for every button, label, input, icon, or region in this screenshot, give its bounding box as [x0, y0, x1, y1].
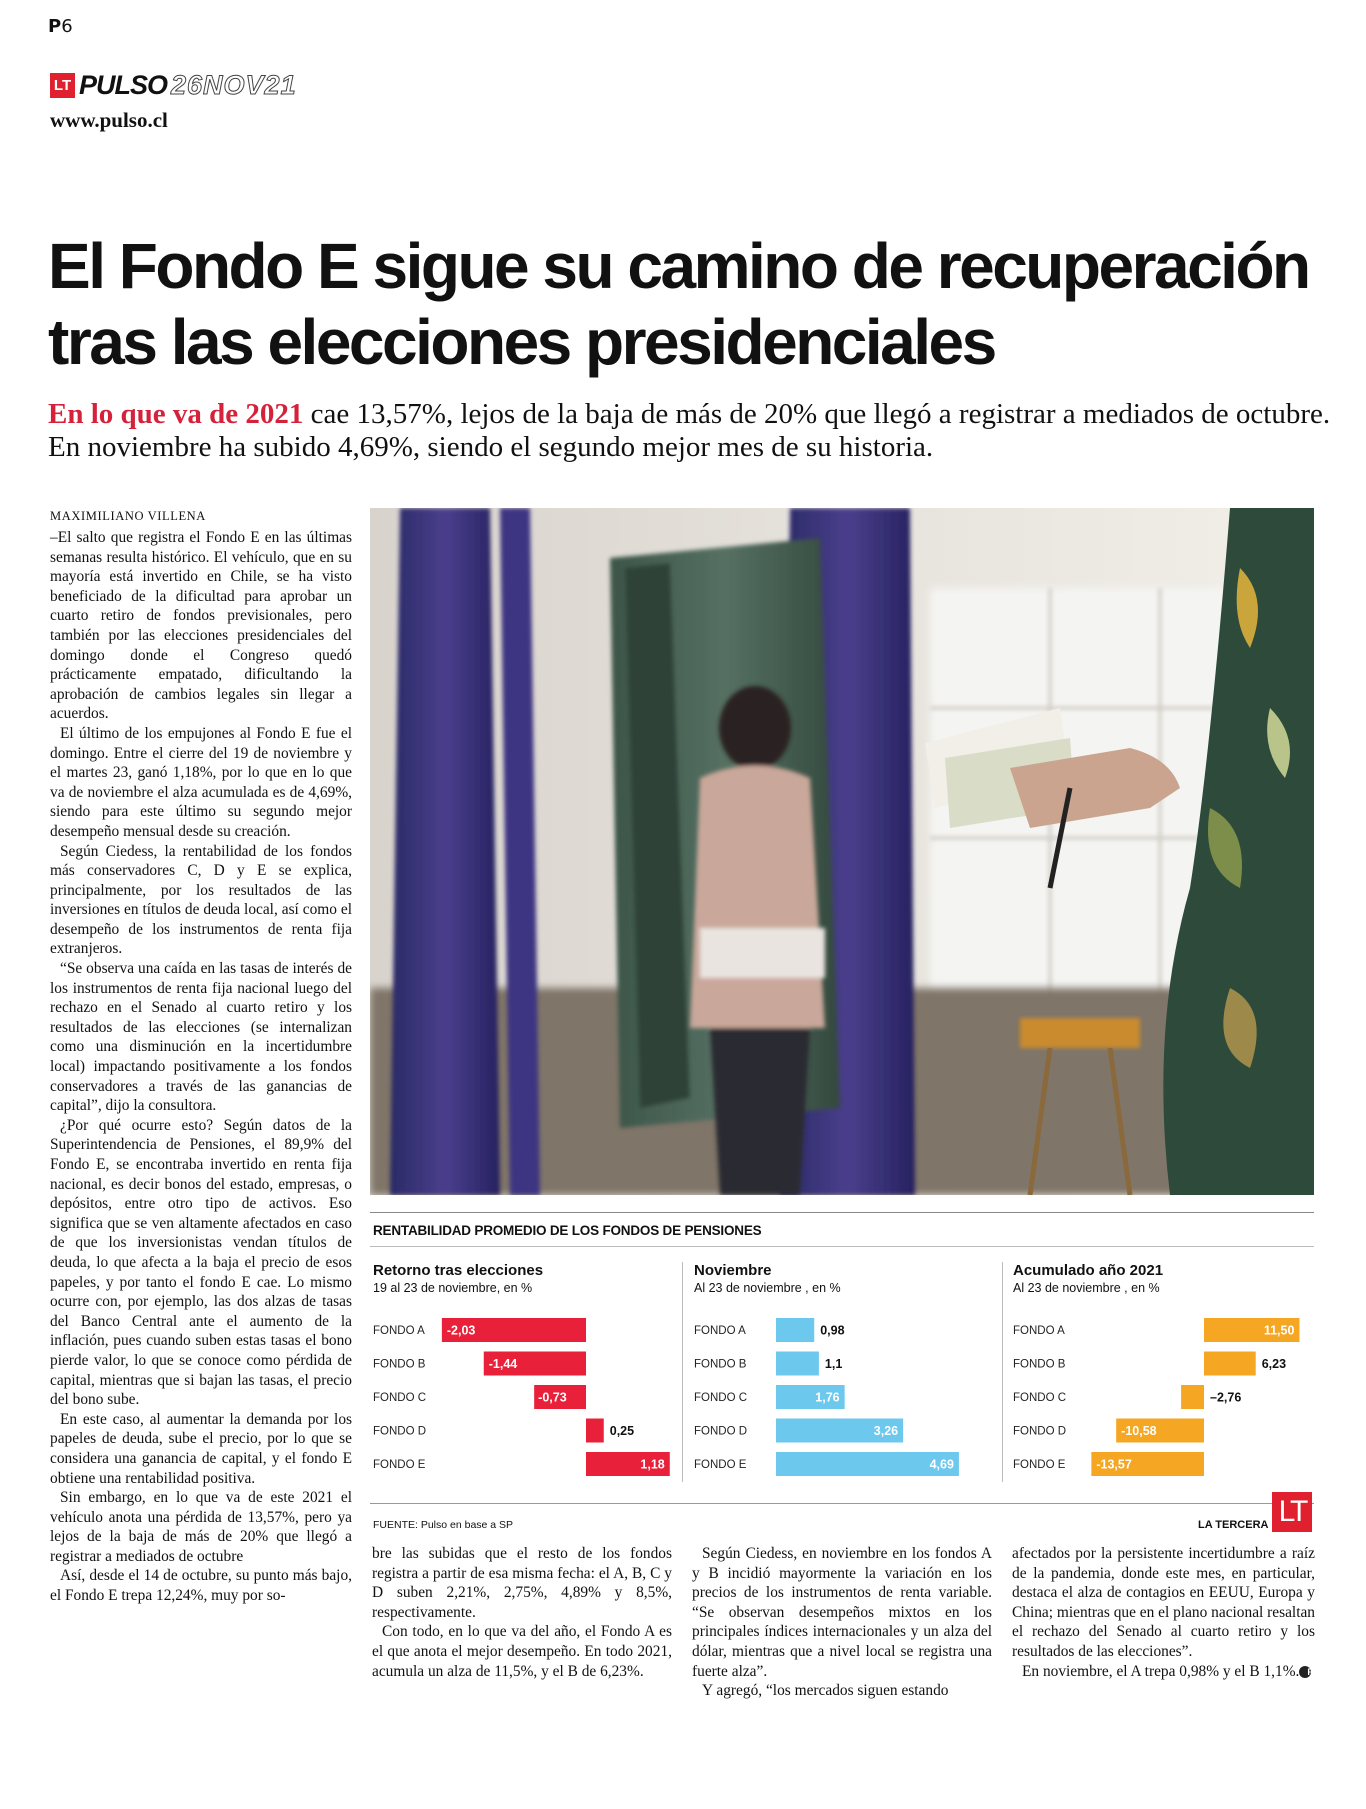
- body-column-2: [372, 1544, 672, 1681]
- deck-lead: En lo que va de 2021: [48, 398, 304, 430]
- category-label: FONDO E: [694, 1459, 747, 1471]
- chart-title: RENTABILIDAD PROMEDIO DE LOS FONDOS DE PENSIONES: [373, 1223, 762, 1238]
- la-tercera-logo: LT: [1272, 1492, 1312, 1532]
- category-label: FONDO D: [373, 1425, 427, 1438]
- body-column-4: [1012, 1544, 1315, 1681]
- paragraph: Así, desde el 14 de octubre, su punto más bajo, el Fondo E trepa 12,24%, muy por so-: [50, 1567, 352, 1605]
- bar: [776, 1352, 819, 1376]
- category-label: FONDO A: [1013, 1325, 1065, 1337]
- category-label: FONDO D: [1013, 1425, 1067, 1438]
- category-label: FONDO B: [373, 1358, 426, 1371]
- paragraph: El último de los empujones al Fondo E fue el domingo. Entre el cierre del 19 de noviembre y el martes 23, ganó 1,18%, por lo que en lo que va de noviembre el alza acumulada es de 4,69%, siendo para este último su segundo mejor desempeño mensual desde su creación.: [50, 724, 352, 840]
- page-number: P6: [48, 16, 73, 37]
- data-label: 1,18: [640, 1457, 665, 1472]
- voting-booth-photo: [370, 508, 1314, 1195]
- paragraph: Y agregó, “los mercados siguen estando: [702, 1682, 949, 1700]
- paragraph: Con todo, en lo que va del año, el Fondo A es el que anota el mejor desempeño. En todo 2021, acumula un alza de 11,5%, y el B de 6,23%.: [372, 1623, 672, 1680]
- body-column-1: [50, 528, 352, 1606]
- panel-title: Noviembre: [694, 1262, 772, 1279]
- paragraph: Según Ciedess, en noviembre en los fondos A y B incidió mayormente la variación en los precios de los instrumentos de renta variable. “Se observan desempeños mixtos en los principales índices internacionales y un alza del dólar, mientras que a nivel local se registra una fuerte alza”.: [692, 1545, 992, 1680]
- category-label: FONDO B: [1013, 1358, 1066, 1371]
- category-label: FONDO E: [1013, 1459, 1066, 1471]
- paragraph: Según Ciedess, la rentabilidad de los fondos más conservadores C, D y E se explica, principalmente, por los resultados de las inversiones en títulos de deuda local, así como el desempeño de los instrumentos de renta fija extranjeros.: [50, 842, 352, 958]
- category-label: FONDO B: [694, 1358, 747, 1371]
- data-label: -2,03: [446, 1323, 476, 1338]
- chart-bottom-rule: [370, 1503, 1314, 1504]
- paragraph: En noviembre, el A trepa 0,98% y el B 1,1%. P: [1022, 1662, 1314, 1680]
- paragraph: –El salto que registra el Fondo E en las últimas semanas resulta histórico. El vehículo, que en su mayoría está invertido en Chile, se ha visto beneficiado de la dificultad para aprobar un cuarto retiro de fondos previsionales, pero también por las elecciones presidenciales del domingo donde el Congreso quedó prácticamente empatado, dificultando la aprobación de cambios legales sin llegar a acuerdos.: [50, 529, 352, 723]
- data-label: -0,73: [538, 1390, 567, 1405]
- edition-date: 26NOV21: [171, 70, 297, 100]
- bar: [1204, 1352, 1256, 1376]
- chart-top-rule: [370, 1212, 1314, 1213]
- data-label: 1,76: [815, 1390, 840, 1405]
- la-tercera-logo: LT: [50, 73, 75, 98]
- deck: [48, 398, 1338, 464]
- category-label: FONDO D: [694, 1425, 748, 1438]
- data-label: 4,69: [929, 1457, 954, 1472]
- data-label: -10,58: [1121, 1424, 1157, 1438]
- brand-name: PULSO: [79, 70, 168, 100]
- category-label: FONDO A: [373, 1325, 425, 1337]
- panel-title: Acumulado año 2021: [1013, 1262, 1164, 1279]
- body-column-3: [692, 1544, 992, 1701]
- category-label: FONDO C: [694, 1392, 748, 1404]
- panel-title: Retorno tras elecciones: [373, 1262, 544, 1279]
- data-label: 11,50: [1263, 1323, 1295, 1338]
- bar: [776, 1318, 814, 1342]
- data-label: –2,76: [1210, 1390, 1242, 1405]
- data-label: -13,57: [1096, 1457, 1132, 1472]
- data-label: -1,44: [488, 1357, 518, 1371]
- headline: El Fondo E sigue su camino de recuperación tras las elecciones presidenciales: [48, 230, 1309, 378]
- panel-subtitle: Al 23 de noviembre , en %: [1013, 1281, 1160, 1295]
- category-label: FONDO E: [373, 1459, 426, 1471]
- paragraph: En este caso, al aumentar la demanda por los papeles de deuda, sube el precio, por lo que se considera una ganancia de capital, y el fondo E obtiene una rentabilidad positiva.: [50, 1410, 352, 1487]
- photo-illustration: [370, 508, 1314, 1195]
- panel-subtitle: Al 23 de noviembre , en %: [694, 1281, 841, 1295]
- data-label: 0,25: [609, 1424, 635, 1438]
- data-label: 0,98: [820, 1323, 845, 1338]
- data-label: 6,23: [1261, 1357, 1287, 1371]
- paragraph: ¿Por qué ocurre esto? Según datos de la Superintendencia de Pensiones, el 89,9% del Fondo E, se encontraba invertido en renta fija nacional, es decir bonos del estado, empresas, o depósitos, entre otro tipo de activos. Eso significa que se ven altamente afectados en caso de que los inversionistas vendan títulos de deuda, lo que afecta a la baja el precio de esos papeles, y por tanto el fondo E cae. Lo mismo ocurre con, por ejemplo, las dos alzas de tasas del Banco Central ante el aumento de la inflación, pues cuando suben estas tasas el bono pierde valor, lo que se conoce como pérdida de capital, mientras que si bajan las tasas, el precio del bono sube.: [50, 1116, 352, 1409]
- end-mark-icon: P: [1299, 1666, 1311, 1678]
- data-label: 3,26: [873, 1424, 899, 1438]
- chart-source: FUENTE: Pulso en base a SP: [373, 1519, 514, 1531]
- chart-credit: LA TERCERA: [1198, 1519, 1269, 1531]
- bar: [1181, 1385, 1204, 1409]
- paragraph: “Se observa una caída en las tasas de interés de los instrumentos de renta fija nacional luego del rechazo en el Senado al cuarto retiro y los resultados de las elecciones (se internalizan como una disminución en la incertidumbre local) impactando positivamente a los fondos conservadores a través de las ganancias de capital”, dijo la consultora.: [50, 960, 352, 1115]
- masthead: [50, 70, 297, 101]
- category-label: FONDO A: [694, 1325, 746, 1337]
- chart-title-rule: [370, 1246, 1314, 1247]
- category-label: FONDO C: [1013, 1392, 1067, 1404]
- paragraph: bre las subidas que el resto de los fondos registra a partir de esa misma fecha: el A, B, C y D suben 2,21%, 2,75%, 4,89% y 8,5%, respectivamente.: [372, 1545, 672, 1621]
- website-url[interactable]: www.pulso.cl: [50, 108, 168, 132]
- byline: MAXIMILIANO VILLENA: [50, 509, 206, 523]
- deck-text: cae 13,57%, lejos de la baja de más de 20% que llegó a registrar a mediados de octubre. En noviembre ha subido 4,69%, siendo el segundo mejor mes de su historia.: [48, 398, 1331, 463]
- paragraph: Sin embargo, en lo que va de este 2021 el vehículo anota una pérdida de 13,57%, pero ya lejos de la baja de más de 20% que llegó a registrar a mediados de octubre: [50, 1489, 352, 1565]
- paragraph: afectados por la persistente incertidumbre a raíz de la pandemia, donde este mes, en particular, destaca el alza de contagios en EEUU, Europa y China; mientras que en el plano nacional resaltan el rechazo del Senado al cuarto retiro y los resultados de las elecciones”.: [1012, 1545, 1316, 1660]
- data-label: 1,1: [824, 1357, 843, 1371]
- bar: [586, 1419, 604, 1443]
- chart-bars: [370, 1316, 1314, 1496]
- panel-subtitle: 19 al 23 de noviembre, en %: [373, 1281, 533, 1295]
- category-label: FONDO C: [373, 1392, 427, 1404]
